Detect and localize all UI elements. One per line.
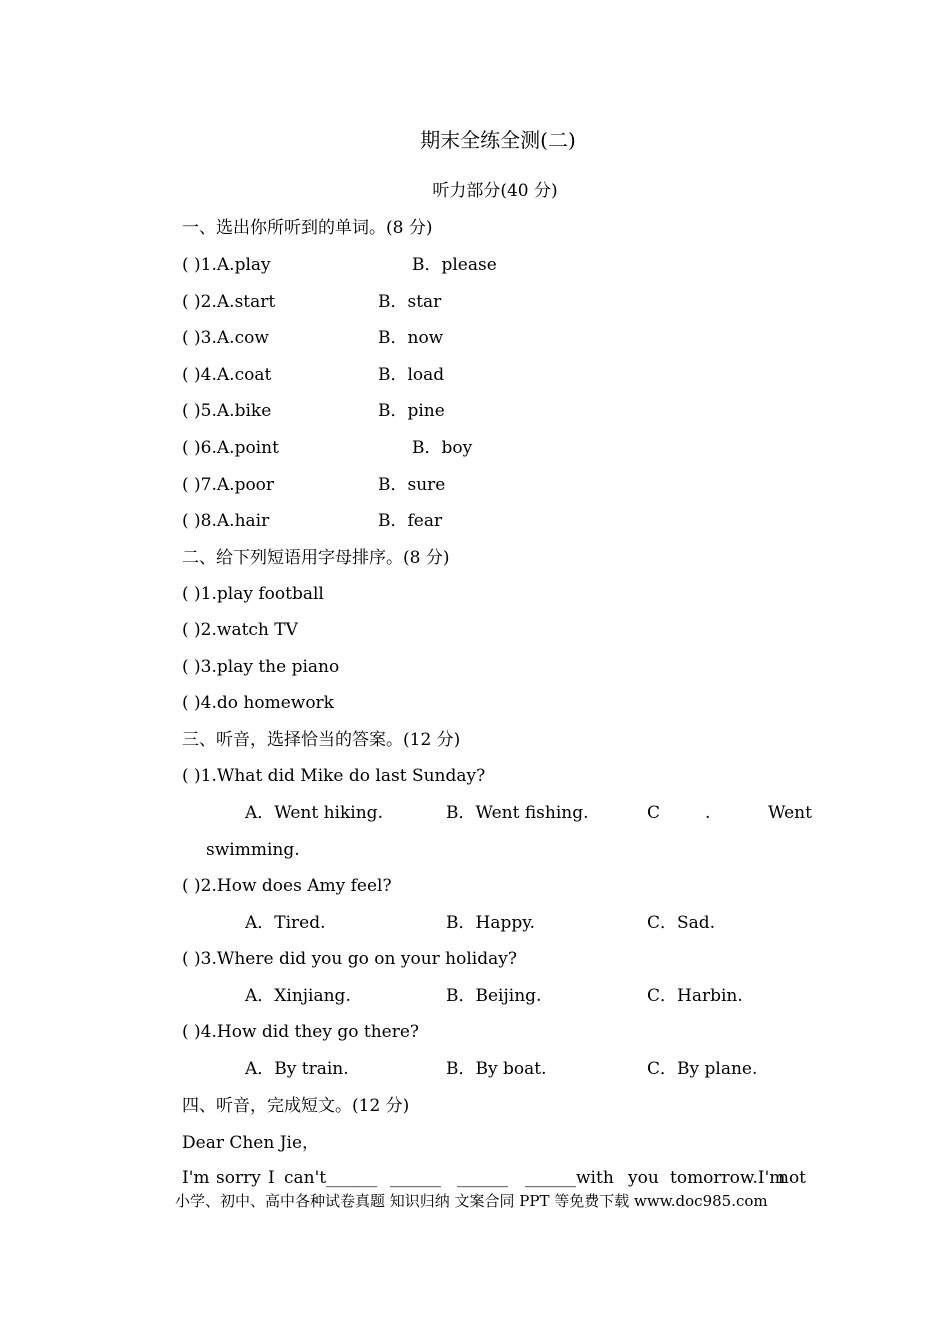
list-item: ( )7.A.poor B．sure: [182, 475, 446, 495]
question-2: ( )2.How does Amy feel?: [182, 876, 392, 896]
list-item: ( )1.play football: [182, 584, 324, 604]
question-4: ( )4.How did they go there?: [182, 1022, 420, 1042]
section-3-heading: 三、听音，选择恰当的答案。(12 分): [182, 730, 461, 750]
option-a: A．Xinjiang.: [245, 986, 351, 1006]
list-item: ( )3.A.cow B．now: [182, 328, 444, 348]
list-item: ( )2.watch TV: [182, 620, 298, 640]
list-item: ( )1.A.play B．please: [182, 255, 497, 275]
option-c-text: Went: [768, 803, 812, 823]
option-b: B．By boat.: [446, 1059, 547, 1079]
list-item: ( )8.A.hair B．fear: [182, 511, 443, 531]
section-2-heading: 二、给下列短语用字母排序。(8 分): [182, 548, 450, 568]
option-b: B．Beijing.: [446, 986, 542, 1006]
question-1: ( )1.What did Mike do last Sunday?: [182, 766, 486, 786]
option-c-dot: .: [705, 803, 711, 823]
page-footer: 小学、初中、高中各种试卷真题 知识归纳 文案合同 PPT 等免费下载 www.doc985.com: [175, 1192, 768, 1210]
list-item: ( )5.A.bike B．pine: [182, 401, 445, 421]
page-title: 期末全练全测(二): [420, 128, 576, 152]
option-c: C．Sad.: [647, 913, 716, 933]
part-title: 听力部分(40 分): [432, 181, 558, 201]
section-4-heading: 四、听音，完成短文。(12 分): [182, 1096, 410, 1116]
option-b: B．Went fishing.: [446, 803, 589, 823]
option-c: C．Harbin.: [647, 986, 743, 1006]
option-a: A．By train.: [245, 1059, 349, 1079]
list-item: ( )6.A.point B．boy: [182, 438, 473, 458]
option-c-letter: C: [647, 803, 661, 823]
section-1-heading: 一、选出你所听到的单词。(8 分): [182, 218, 433, 238]
option-b: B．Happy.: [446, 913, 535, 933]
question-3: ( )3.Where did you go on your holiday?: [182, 949, 517, 969]
option-c-text-cont: swimming.: [206, 840, 300, 860]
list-item: ( )4.A.coat B．load: [182, 365, 445, 385]
option-c: C．By plane.: [647, 1059, 758, 1079]
list-item: ( )3.play the piano: [182, 657, 340, 677]
letter-greeting: Dear Chen Jie，: [182, 1133, 320, 1153]
list-item: ( )2.A.start B．star: [182, 292, 442, 312]
option-a: A．Went hiking.: [245, 803, 383, 823]
list-item: ( )4.do homework: [182, 693, 334, 713]
option-a: A．Tired.: [245, 913, 326, 933]
